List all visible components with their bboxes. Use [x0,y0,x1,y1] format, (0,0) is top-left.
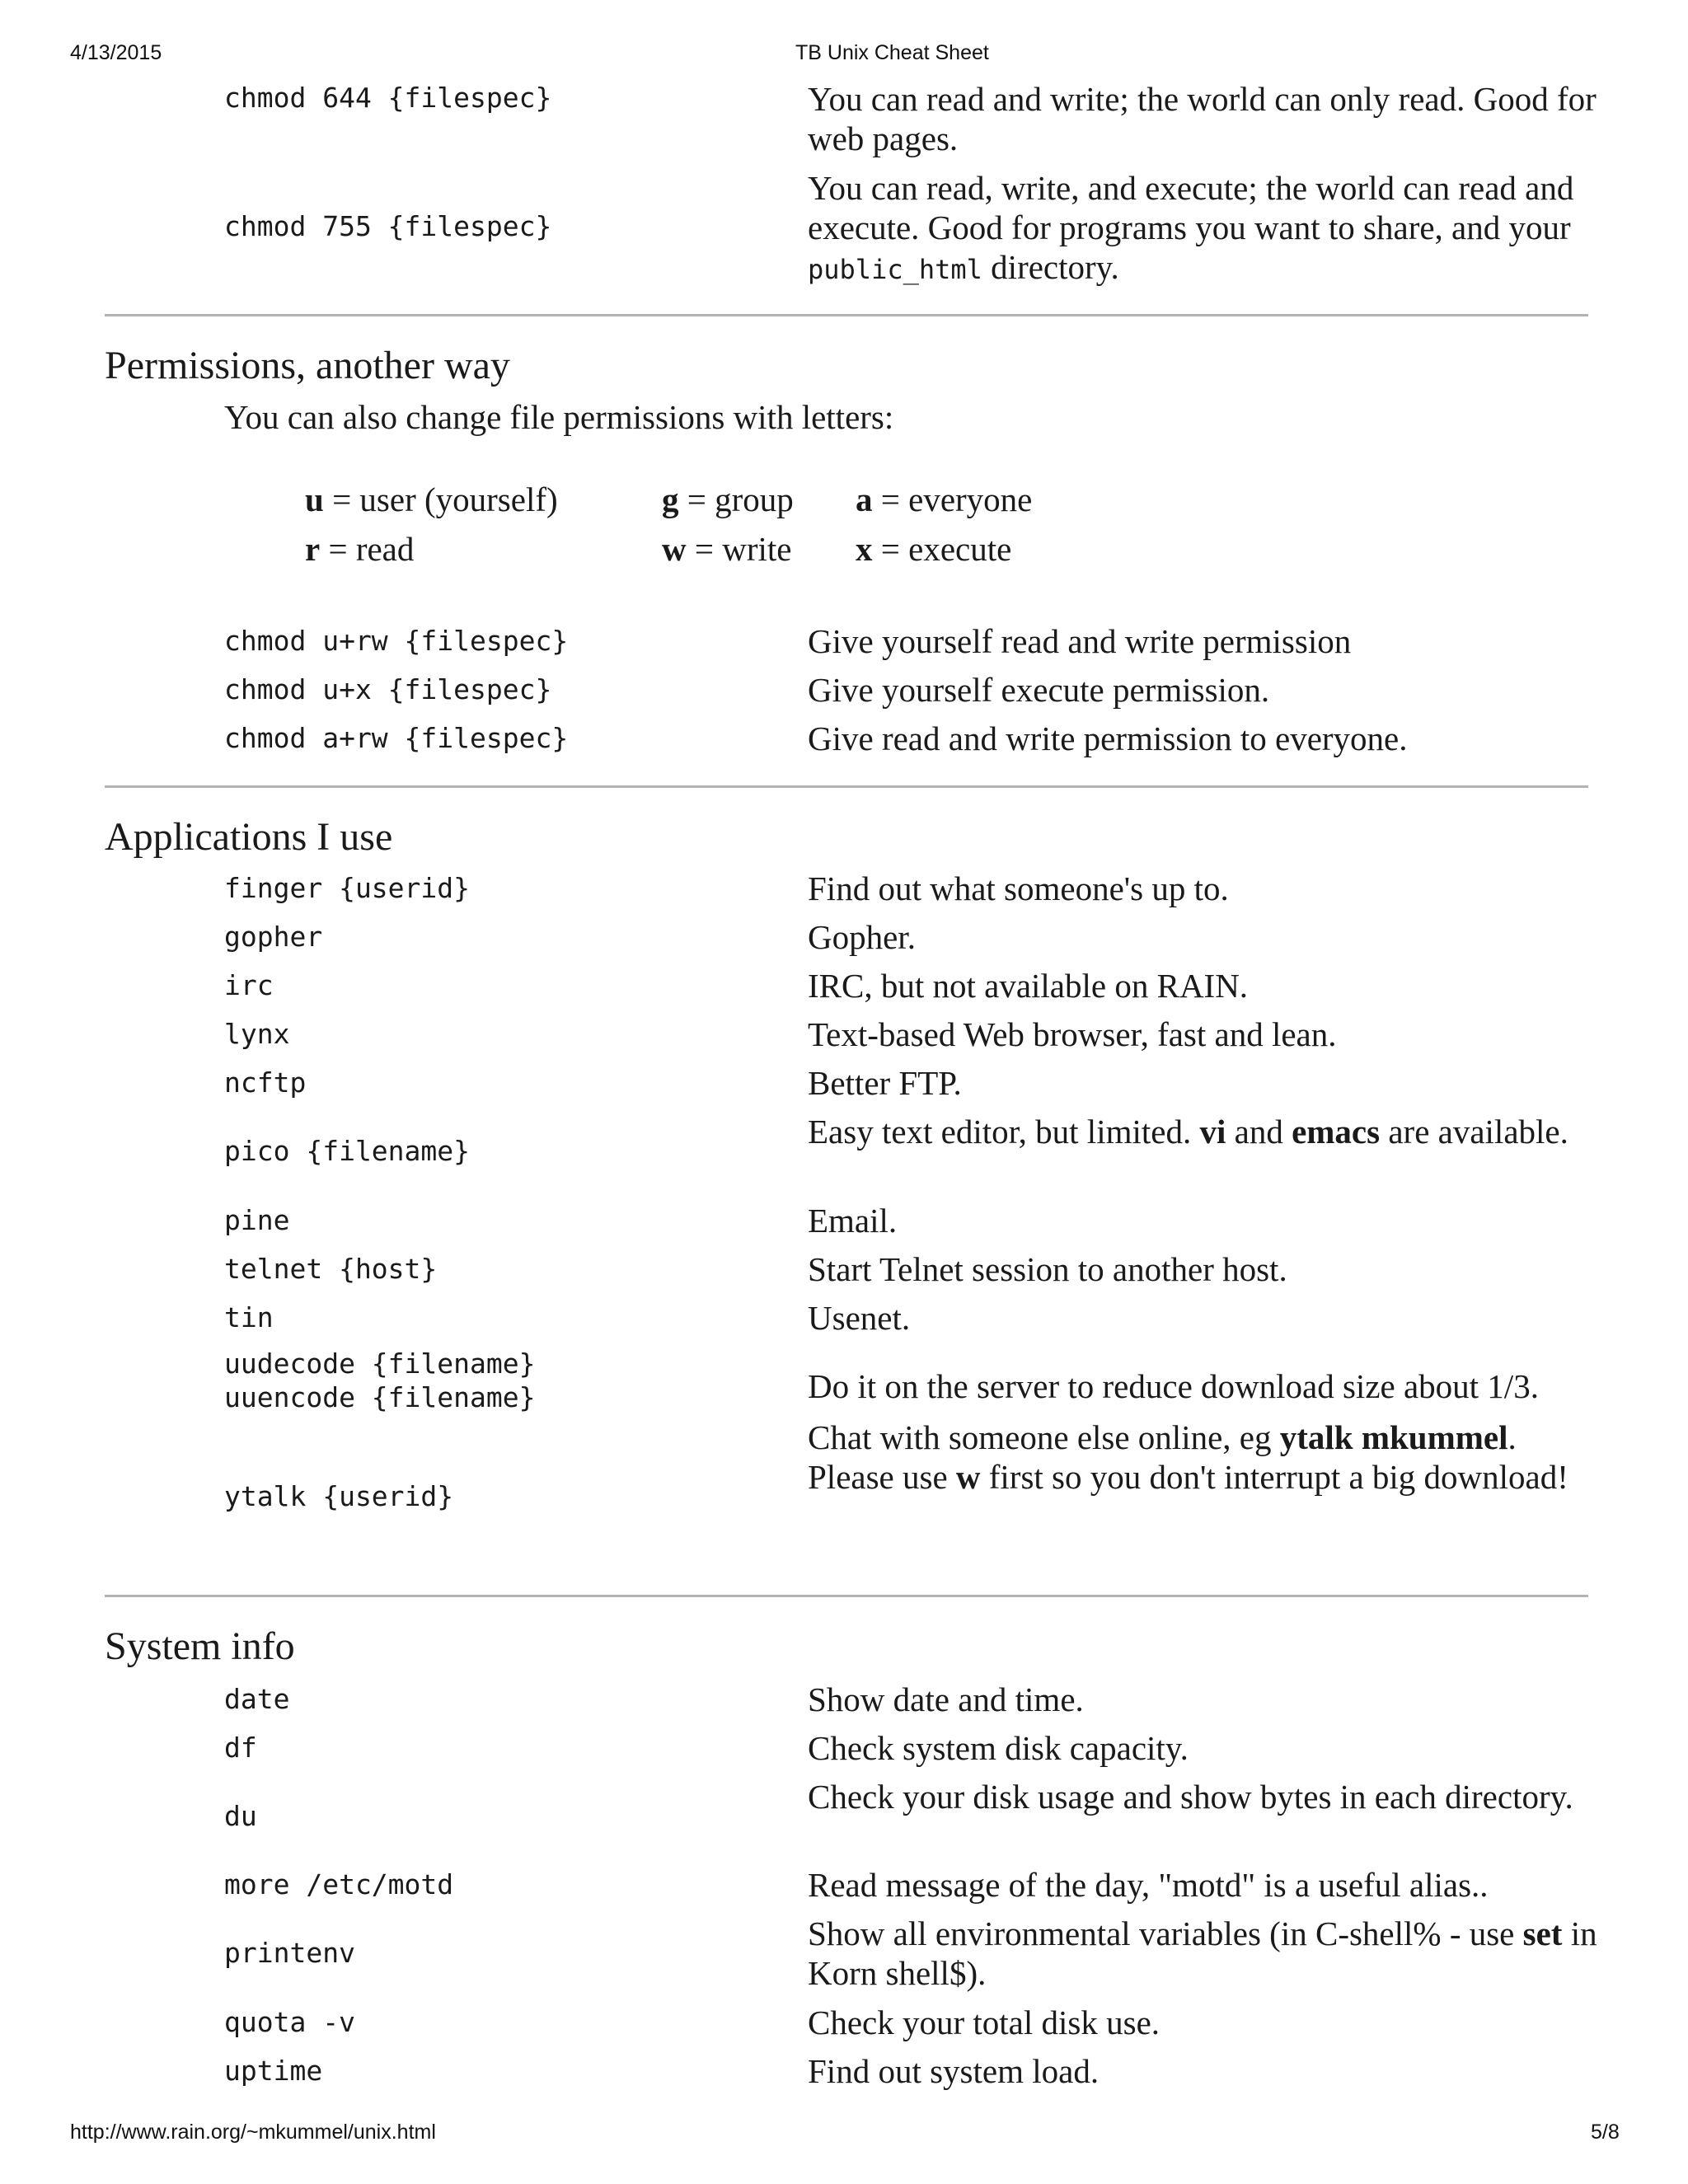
cmd-date: date [224,1683,290,1715]
cmd-lynx: lynx [224,1018,290,1050]
perm-everyone: a = everyone [856,480,1033,518]
permissions-intro: You can also change file permissions with letters: [224,398,894,436]
desc-chmod-755: You can read, write, and execute; the world can read and execute. Good for programs you want to share, and your public_html directory. [808,169,1574,286]
cmd-chmod-644: chmod 644 {filespec} [224,82,552,114]
perm-execute: x = execute [856,530,1012,568]
desc-uptime: Find out system load. [808,2052,1100,2090]
page-title: TB Unix Cheat Sheet [795,41,989,64]
desc-chmod-644: You can read and write; the world can only read. Good for web pages. [808,80,1597,157]
public-html-code: public_html [808,254,982,285]
cmd-telnet: telnet {host} [224,1253,438,1285]
desc-tin: Usenet. [808,1299,911,1337]
section-divider [105,314,1588,316]
desc-finger: Find out what someone's up to. [808,869,1229,907]
cmd-df: df [224,1732,257,1764]
desc-df: Check system disk capacity. [808,1729,1189,1767]
cmd-quota: quota -v [224,2006,355,2038]
desc-lynx: Text-based Web browser, fast and lean. [808,1015,1337,1053]
desc-chmod-u-x: Give yourself execute permission. [808,671,1270,709]
perm-read: r = read [305,530,415,568]
footer-url: http://www.rain.org/~mkummel/unix.html [70,2121,436,2144]
cmd-irc: irc [224,969,274,1001]
section-title-applications: Applications I use [105,815,393,859]
desc-chmod-a-rw: Give read and write permission to everyone. [808,719,1408,757]
cmd-uptime: uptime [224,2055,323,2087]
cmd-chmod-u-x: chmod u+x {filespec} [224,673,552,705]
desc-chmod-u-rw: Give yourself read and write permission [808,622,1352,660]
cmd-uudecode: uudecode {filename} [224,1347,536,1380]
desc-uucode: Do it on the server to reduce download size about 1/3. [808,1367,1539,1405]
cmd-uuencode: uuencode {filename} [224,1381,536,1413]
perm-write: w = write [662,530,792,568]
cmd-chmod-u-rw: chmod u+rw {filespec} [224,625,569,657]
cmd-tin: tin [224,1301,274,1333]
page-number: 5/8 [1591,2121,1620,2144]
cmd-more-motd: more /etc/motd [224,1868,454,1900]
cmd-du: du [224,1800,257,1832]
perm-user: u = user (yourself) [305,480,558,518]
section-divider [105,785,1588,788]
desc-printenv: Show all environmental variables (in C-shell% - use set in Korn shell$). [808,1915,1597,1992]
desc-gopher: Gopher. [808,918,916,956]
section-title-permissions: Permissions, another way [105,344,510,387]
desc-pico: Easy text editor, but limited. vi and emacs are available. [808,1113,1568,1151]
desc-quota: Check your total disk use. [808,2004,1160,2041]
desc-more-motd: Read message of the day, "motd" is a useful alias.. [808,1866,1489,1904]
desc-irc: IRC, but not available on RAIN. [808,967,1249,1005]
desc-ytalk: Chat with someone else online, eg ytalk mkummel. Please use w first so you don't interrupt a big download! [808,1418,1568,1496]
cmd-ytalk: ytalk {userid} [224,1480,454,1512]
desc-telnet: Start Telnet session to another host. [808,1250,1287,1288]
desc-du: Check your disk usage and show bytes in each directory. [808,1778,1573,1816]
desc-pine: Email. [808,1202,898,1240]
cmd-chmod-755: chmod 755 {filespec} [224,210,552,242]
desc-ncftp: Better FTP. [808,1064,962,1102]
perm-group: g = group [662,480,794,518]
desc-date: Show date and time. [808,1680,1084,1718]
cmd-printenv: printenv [224,1937,355,1969]
print-date: 4/13/2015 [70,41,162,64]
cmd-gopher: gopher [224,921,323,953]
cmd-chmod-a-rw: chmod a+rw {filespec} [224,722,569,754]
section-divider [105,1595,1588,1597]
cmd-pine: pine [224,1204,290,1236]
cmd-ncftp: ncftp [224,1066,307,1099]
cmd-finger: finger {userid} [224,872,471,904]
cmd-pico: pico {filename} [224,1135,471,1167]
section-title-system-info: System info [105,1624,295,1668]
